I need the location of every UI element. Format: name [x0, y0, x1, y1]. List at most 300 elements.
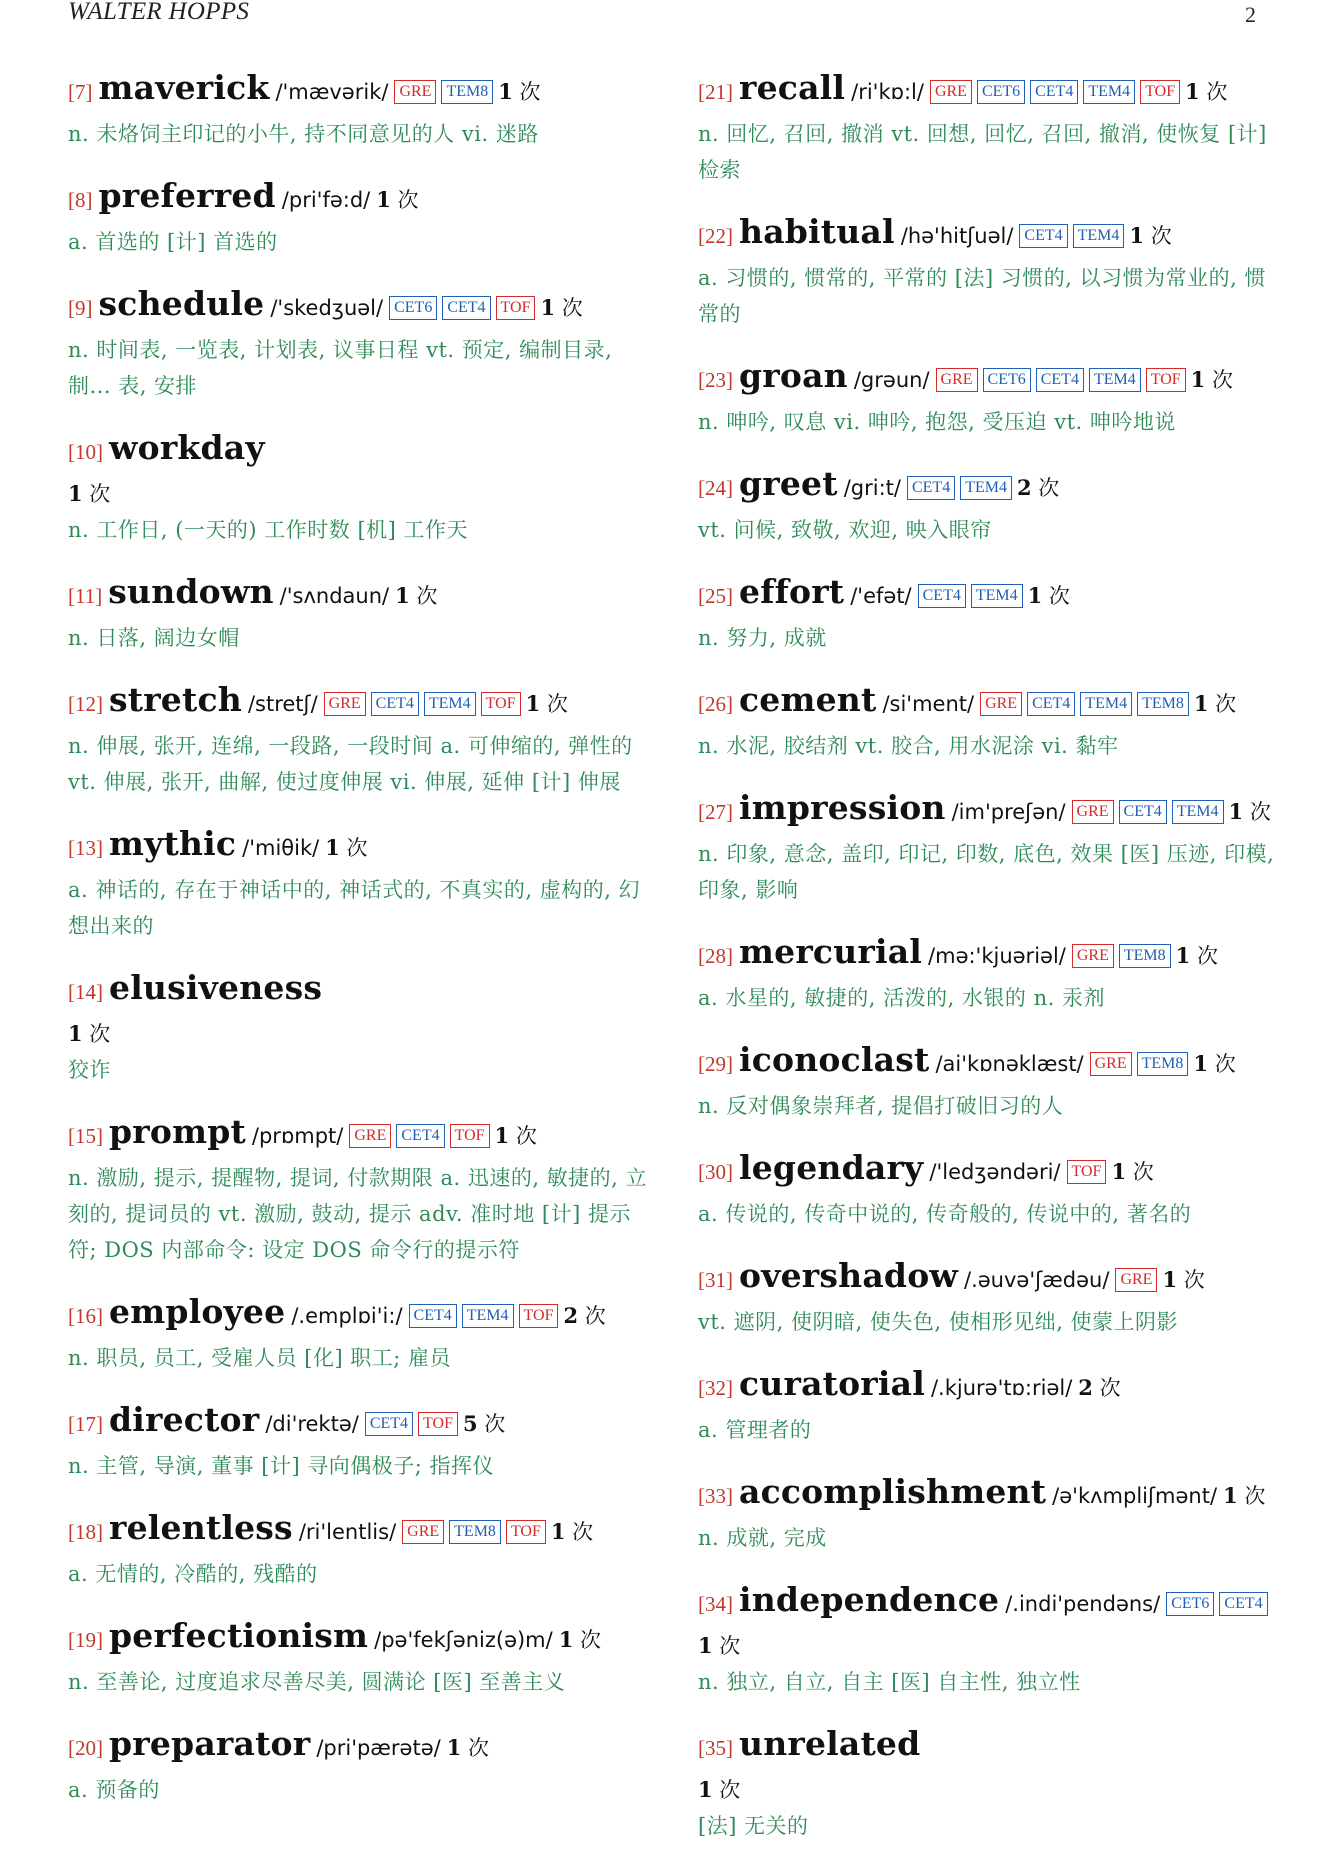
- count-number: 1: [325, 835, 340, 860]
- entry-word: accomplishment: [739, 1472, 1047, 1511]
- exam-tag: CET4: [907, 476, 955, 500]
- count-number: 1: [1175, 943, 1191, 968]
- occurrence-count: [68, 1016, 648, 1052]
- exam-tags: [394, 84, 498, 103]
- entry-phonetic: /.əuvə'ʃædəu/: [964, 1268, 1110, 1292]
- exam-tags: [409, 1308, 564, 1327]
- vocab-entry: [68, 1614, 648, 1700]
- vocab-entry: [68, 426, 648, 548]
- entry-headline: [68, 1290, 648, 1340]
- exam-tag: GRE: [1072, 944, 1114, 968]
- entry-definition: a. 传说的, 传奇中说的, 传奇般的, 传说中的, 著名的: [698, 1202, 1192, 1226]
- exam-tag: TOF: [1067, 1160, 1107, 1184]
- entry-word: curatorial: [739, 1364, 925, 1403]
- vocab-entry: [698, 678, 1280, 764]
- entry-index: [25]: [698, 584, 733, 608]
- entry-phonetic: /ri'kɒ:l/: [851, 80, 924, 104]
- count-number: 2: [563, 1303, 579, 1328]
- entry-headline: [698, 786, 1280, 836]
- occurrence-count: [1017, 476, 1059, 500]
- count-unit: 次: [509, 1124, 537, 1148]
- occurrence-count: [698, 1772, 1280, 1808]
- entry-definition: vt. 遮阴, 使阴暗, 使失色, 使相形见绌, 使蒙上阴影: [698, 1310, 1179, 1334]
- occurrence-count: [1129, 224, 1171, 248]
- exam-tag: TOF: [496, 296, 536, 320]
- count-number: 1: [376, 187, 391, 212]
- entry-index: [18]: [68, 1520, 103, 1544]
- occurrence-count: [559, 1628, 601, 1652]
- count-number: 1: [446, 1735, 462, 1760]
- entry-index: [15]: [68, 1124, 103, 1148]
- exam-tag: GRE: [1115, 1268, 1157, 1292]
- entry-headline: [68, 66, 648, 116]
- page-title: WALTER HOPPS: [68, 0, 250, 25]
- occurrence-count: [551, 1520, 593, 1544]
- entry-headline: [68, 1506, 648, 1556]
- entry-word: schedule: [98, 284, 265, 323]
- entry-definition: vt. 问候, 致敬, 欢迎, 映入眼帘: [698, 518, 992, 542]
- occurrence-count: [68, 476, 648, 512]
- vocab-entry: [68, 1290, 648, 1376]
- count-unit: 次: [1190, 944, 1218, 968]
- entry-headline: [68, 1398, 648, 1448]
- exam-tag: GRE: [936, 368, 978, 392]
- exam-tag: CET4: [1030, 80, 1078, 104]
- entry-definition: a. 水星的, 敏捷的, 活泼的, 水银的 n. 汞剂: [698, 986, 1105, 1010]
- entry-phonetic: /mə:'kjuəriəl/: [928, 944, 1066, 968]
- entry-index: [30]: [698, 1160, 733, 1184]
- count-unit: 次: [390, 188, 419, 212]
- entry-definition: a. 预备的: [68, 1778, 160, 1802]
- exam-tag: GRE: [1072, 800, 1114, 824]
- exam-tag: GRE: [349, 1124, 391, 1148]
- entry-word: recall: [739, 68, 846, 107]
- vocab-entry: [68, 282, 648, 404]
- entry-headline: [698, 930, 1280, 980]
- entry-headline: [698, 1362, 1280, 1412]
- count-number: 1: [1162, 1267, 1178, 1292]
- entry-phonetic: /im'preʃən/: [951, 800, 1066, 824]
- occurrence-count: [698, 1628, 1280, 1664]
- vocab-entry: [698, 1146, 1280, 1232]
- exam-tag: TEM4: [1073, 224, 1125, 248]
- exam-tags: [365, 1416, 463, 1435]
- entry-index: [27]: [698, 800, 733, 824]
- entry-phonetic: /pə'fekʃəniz(ə)m/: [374, 1628, 553, 1652]
- entry-index: [22]: [698, 224, 733, 248]
- entry-headline: [698, 66, 1280, 116]
- vocab-entry: [68, 1110, 648, 1268]
- count-number: 1: [540, 295, 556, 320]
- vocab-entry: [68, 1398, 648, 1484]
- count-number: 2: [1078, 1375, 1093, 1400]
- entry-definition: a. 无情的, 冷酷的, 残酷的: [68, 1562, 318, 1586]
- exam-tags: [324, 696, 526, 715]
- vocab-entry: [698, 1362, 1280, 1448]
- entry-headline: [698, 354, 1280, 404]
- occurrence-count: [1111, 1160, 1153, 1184]
- entry-index: [16]: [68, 1304, 103, 1328]
- entry-headline: [698, 1146, 1280, 1196]
- entry-headline: [68, 966, 648, 1016]
- count-number: 1: [498, 79, 513, 104]
- page-header: [68, 0, 1256, 30]
- entry-word: perfectionism: [109, 1616, 369, 1655]
- entry-word: maverick: [98, 68, 270, 107]
- exam-tag: CET4: [409, 1304, 457, 1328]
- entry-index: [10]: [68, 440, 103, 464]
- entry-phonetic: /pri'pærətə/: [316, 1736, 441, 1760]
- entry-definition: n. 主管, 导演, 董事 [计] 寻向偶极子; 指挥仪: [68, 1454, 495, 1478]
- count-unit: 次: [409, 584, 438, 608]
- entry-phonetic: /'sʌndaun/: [279, 584, 390, 608]
- exam-tag: TOF: [506, 1520, 546, 1544]
- exam-tag: TEM8: [1137, 1052, 1189, 1076]
- entry-phonetic: /si'ment/: [882, 692, 975, 716]
- exam-tags: [918, 588, 1028, 607]
- entry-definition: n. 呻吟, 叹息 vi. 呻吟, 抱怨, 受压迫 vt. 呻吟地说: [698, 410, 1176, 434]
- entry-word: elusiveness: [109, 968, 323, 1007]
- count-number: 1: [698, 1633, 713, 1658]
- exam-tag: TEM8: [449, 1520, 501, 1544]
- entry-headline: [698, 1578, 1280, 1628]
- entry-word: habitual: [739, 212, 895, 251]
- exam-tag: TEM4: [424, 692, 476, 716]
- entry-phonetic: /ai'kɒnəklæst/: [935, 1052, 1084, 1076]
- entry-definition: n. 努力, 成就: [698, 626, 827, 650]
- entry-word: sundown: [108, 572, 274, 611]
- exam-tag: TOF: [519, 1304, 559, 1328]
- entry-headline: [68, 282, 648, 332]
- entry-phonetic: /'miθik/: [242, 836, 320, 860]
- exam-tag: TEM8: [1119, 944, 1171, 968]
- exam-tags: [936, 372, 1191, 391]
- vocab-entry: [68, 678, 648, 800]
- entry-index: [8]: [68, 188, 93, 212]
- occurrence-count: [1193, 1052, 1235, 1076]
- exam-tag: GRE: [980, 692, 1022, 716]
- vocab-entry: [68, 174, 648, 260]
- exam-tag: CET4: [918, 584, 966, 608]
- entry-definition: 狡诈: [68, 1058, 111, 1082]
- count-unit: 次: [461, 1736, 490, 1760]
- entry-index: [20]: [68, 1736, 103, 1760]
- exam-tag: CET4: [1036, 368, 1084, 392]
- count-number: 1: [1193, 1051, 1209, 1076]
- exam-tag: TEM4: [1089, 368, 1141, 392]
- entry-index: [31]: [698, 1268, 733, 1292]
- exam-tag: CET4: [1019, 224, 1067, 248]
- entry-definition: a. 习惯的, 惯常的, 平常的 [法] 习惯的, 以习惯为常业的, 惯常的: [698, 266, 1267, 326]
- entry-index: [7]: [68, 80, 93, 104]
- entry-phonetic: /gri:t/: [843, 476, 901, 500]
- exam-tag: CET6: [1166, 1592, 1214, 1616]
- count-number: 1: [1193, 691, 1209, 716]
- count-unit: 次: [477, 1412, 506, 1436]
- exam-tag: TOF: [418, 1412, 458, 1436]
- entry-phonetic: /grəun/: [853, 368, 930, 392]
- vocab-entry: [698, 354, 1280, 440]
- entry-headline: [698, 570, 1280, 620]
- entry-definition: a. 首选的 [计] 首选的: [68, 230, 278, 254]
- entry-headline: [68, 1722, 648, 1772]
- count-number: 1: [1027, 583, 1043, 608]
- entry-definition: n. 至善论, 过度追求尽善尽美, 圆满论 [医] 至善主义: [68, 1670, 566, 1694]
- occurrence-count: [463, 1412, 505, 1436]
- exam-tag: CET4: [371, 692, 419, 716]
- count-unit: 次: [555, 296, 583, 320]
- count-unit: 次: [1199, 80, 1228, 104]
- entry-definition: n. 工作日, (一天的) 工作时数 [机] 工作天: [68, 518, 469, 542]
- vocab-entry: [68, 822, 648, 944]
- entry-phonetic: /'skedʒuəl/: [270, 296, 384, 320]
- occurrence-count: [1176, 944, 1218, 968]
- exam-tags: [980, 696, 1194, 715]
- entry-word: greet: [739, 464, 838, 503]
- exam-tags: [907, 480, 1017, 499]
- entry-index: [34]: [698, 1592, 733, 1616]
- count-number: 1: [1228, 799, 1244, 824]
- exam-tag: GRE: [1090, 1052, 1132, 1076]
- entry-word: legendary: [739, 1148, 924, 1187]
- entry-definition: n. 激励, 提示, 提醒物, 提词, 付款期限 a. 迅速的, 敏捷的, 立刻的, 提词员的 vt. 激励, 鼓动, 提示 adv. 准时地 [计] 提示符; DOS 内部命令: 设定 DOS 命令行的提示符: [68, 1166, 648, 1262]
- count-unit: 次: [82, 1022, 111, 1046]
- count-number: 2: [1016, 475, 1032, 500]
- entry-phonetic: /ri'lentlis/: [298, 1520, 397, 1544]
- occurrence-count: [526, 692, 568, 716]
- entry-definition: n. 反对偶象崇拜者, 提倡打破旧习的人: [698, 1094, 1064, 1118]
- count-unit: 次: [573, 1628, 602, 1652]
- count-number: 1: [494, 1123, 510, 1148]
- count-unit: 次: [712, 1634, 741, 1658]
- entry-word: impression: [739, 788, 946, 827]
- count-number: 1: [68, 481, 83, 506]
- entry-headline: [68, 570, 648, 620]
- count-unit: 次: [712, 1778, 741, 1802]
- count-unit: 次: [1237, 1484, 1266, 1508]
- entry-phonetic: /prɒmpt/: [251, 1124, 344, 1148]
- entry-index: [14]: [68, 980, 103, 1004]
- entry-word: employee: [109, 1292, 286, 1331]
- entry-index: [26]: [698, 692, 733, 716]
- vocab-entry: [68, 1506, 648, 1592]
- occurrence-count: [498, 80, 540, 104]
- vocab-entry: [698, 1722, 1280, 1844]
- vocab-entry: [698, 462, 1280, 548]
- entry-definition: n. 时间表, 一览表, 计划表, 议事日程 vt. 预定, 编制目录, 制... 表, 安排: [68, 338, 613, 398]
- entry-headline: [698, 1470, 1280, 1520]
- vocab-entry: [698, 1254, 1280, 1340]
- entry-word: overshadow: [739, 1256, 959, 1295]
- exam-tag: GRE: [394, 80, 436, 104]
- entry-headline: [68, 678, 648, 728]
- entry-definition: n. 印象, 意念, 盖印, 印记, 印数, 底色, 效果 [医] 压迹, 印模, 印象, 影响: [698, 842, 1275, 902]
- count-unit: 次: [339, 836, 368, 860]
- entry-word: preferred: [98, 176, 276, 215]
- entry-index: [23]: [698, 368, 733, 392]
- entry-headline: [68, 822, 648, 872]
- entry-word: director: [109, 1400, 260, 1439]
- entry-definition: n. 水泥, 胶结剂 vt. 胶合, 用水泥涂 vi. 黏牢: [698, 734, 1119, 758]
- exam-tag: TOF: [1140, 80, 1180, 104]
- vocab-entry: [68, 1722, 648, 1808]
- vocab-entry: [68, 66, 648, 152]
- count-unit: 次: [1031, 476, 1060, 500]
- entry-word: unrelated: [739, 1724, 921, 1763]
- count-number: 1: [1185, 79, 1200, 104]
- entry-word: independence: [739, 1580, 1000, 1619]
- exam-tags: [930, 84, 1185, 103]
- entry-definition: n. 伸展, 张开, 连绵, 一段路, 一段时间 a. 可伸缩的, 弹性的 vt. 伸展, 张开, 曲解, 使过度伸展 vi. 伸展, 延伸 [计] 伸展: [68, 734, 633, 794]
- occurrence-count: [1229, 800, 1271, 824]
- count-unit: 次: [1208, 1052, 1236, 1076]
- entry-definition: n. 日落, 阔边女帽: [68, 626, 240, 650]
- exam-tag: GRE: [402, 1520, 444, 1544]
- count-number: 1: [1190, 367, 1206, 392]
- entry-index: [9]: [68, 296, 93, 320]
- exam-tag: CET6: [983, 368, 1031, 392]
- entry-word: preparator: [109, 1724, 311, 1763]
- count-unit: 次: [1144, 224, 1172, 248]
- entry-index: [33]: [698, 1484, 733, 1508]
- entry-headline: [698, 1038, 1280, 1088]
- exam-tag: TOF: [450, 1124, 490, 1148]
- occurrence-count: [1162, 1268, 1204, 1292]
- count-number: 1: [558, 1627, 574, 1652]
- occurrence-count: [447, 1736, 489, 1760]
- occurrence-count: [1185, 80, 1227, 104]
- count-number: 1: [525, 691, 541, 716]
- occurrence-count: [1191, 368, 1233, 392]
- entry-headline: [68, 426, 648, 476]
- count-number: 1: [68, 1021, 83, 1046]
- entry-word: prompt: [109, 1112, 246, 1151]
- entry-index: [19]: [68, 1628, 103, 1652]
- entry-word: stretch: [109, 680, 242, 719]
- exam-tag: CET6: [977, 80, 1025, 104]
- entry-definition: a. 神话的, 存在于神话中的, 神话式的, 不真实的, 虚构的, 幻想出来的: [68, 878, 641, 938]
- entry-phonetic: /stretʃ/: [247, 692, 318, 716]
- count-unit: 次: [1243, 800, 1271, 824]
- entry-headline: [68, 174, 648, 224]
- exam-tag: CET4: [442, 296, 490, 320]
- vocab-entry: [698, 1038, 1280, 1124]
- entry-headline: [698, 1254, 1280, 1304]
- entry-headline: [68, 1110, 648, 1160]
- count-unit: 次: [1092, 1376, 1121, 1400]
- exam-tag: TEM4: [462, 1304, 514, 1328]
- count-unit: 次: [512, 80, 541, 104]
- count-number: 1: [1223, 1483, 1238, 1508]
- exam-tag: TOF: [481, 692, 521, 716]
- right-column: [698, 66, 1280, 1866]
- exam-tag: TOF: [1146, 368, 1186, 392]
- exam-tag: CET4: [1119, 800, 1167, 824]
- entry-index: [17]: [68, 1412, 103, 1436]
- occurrence-count: [325, 836, 367, 860]
- occurrence-count: [495, 1124, 537, 1148]
- exam-tags: [1072, 804, 1229, 823]
- exam-tag: TEM4: [1080, 692, 1132, 716]
- exam-tags: [1166, 1596, 1272, 1615]
- vocab-entry: [698, 930, 1280, 1016]
- exam-tag: CET4: [365, 1412, 413, 1436]
- exam-tag: TEM4: [960, 476, 1012, 500]
- entry-phonetic: /.kjurə'tɒ:riəl/: [930, 1376, 1073, 1400]
- entry-headline: [698, 462, 1280, 512]
- count-unit: 次: [565, 1520, 594, 1544]
- entry-word: mercurial: [739, 932, 923, 971]
- occurrence-count: [540, 296, 582, 320]
- entry-word: iconoclast: [739, 1040, 930, 1079]
- count-number: 5: [462, 1411, 478, 1436]
- count-unit: 次: [540, 692, 568, 716]
- entry-index: [24]: [698, 476, 733, 500]
- count-unit: 次: [578, 1304, 606, 1328]
- exam-tag: TEM8: [1137, 692, 1189, 716]
- entry-definition: n. 职员, 员工, 受雇人员 [化] 职工; 雇员: [68, 1346, 452, 1370]
- count-unit: 次: [1205, 368, 1233, 392]
- entry-word: workday: [109, 428, 265, 467]
- entry-phonetic: /.indi'pendəns/: [1005, 1592, 1161, 1616]
- count-number: 1: [1129, 223, 1145, 248]
- entry-headline: [698, 678, 1280, 728]
- occurrence-count: [376, 188, 418, 212]
- entry-phonetic: /pri'fə:d/: [281, 188, 371, 212]
- entry-index: [13]: [68, 836, 103, 860]
- entry-phonetic: /hə'hitʃuəl/: [900, 224, 1014, 248]
- left-column: [68, 66, 648, 1830]
- page-number: 2: [1245, 2, 1256, 27]
- vocab-entry: [698, 1578, 1280, 1700]
- entry-definition: a. 管理者的: [698, 1418, 812, 1442]
- entry-phonetic: /.emplɒi'i:/: [291, 1304, 403, 1328]
- entry-headline: [698, 1722, 1280, 1772]
- exam-tags: [1072, 948, 1176, 967]
- vocab-entry: [68, 966, 648, 1088]
- exam-tag: TEM4: [1083, 80, 1135, 104]
- entry-headline: [68, 1614, 648, 1664]
- exam-tags: [1019, 228, 1129, 247]
- entry-definition: n. 独立, 自立, 自主 [医] 自主性, 独立性: [698, 1670, 1081, 1694]
- entry-definition: n. 成就, 完成: [698, 1526, 827, 1550]
- entry-index: [12]: [68, 692, 103, 716]
- count-unit: 次: [1126, 1160, 1154, 1184]
- entry-word: cement: [739, 680, 877, 719]
- entry-definition: [法] 无关的: [698, 1814, 809, 1838]
- occurrence-count: [1223, 1484, 1265, 1508]
- entry-phonetic: /ə'kʌmpliʃmənt/: [1052, 1484, 1218, 1508]
- exam-tag: CET4: [1219, 1592, 1267, 1616]
- occurrence-count: [395, 584, 437, 608]
- exam-tag: TEM4: [1172, 800, 1224, 824]
- exam-tag: CET4: [1027, 692, 1075, 716]
- exam-tag: CET6: [389, 296, 437, 320]
- count-number: 1: [1111, 1159, 1127, 1184]
- entry-word: relentless: [109, 1508, 293, 1547]
- occurrence-count: [1194, 692, 1236, 716]
- count-unit: 次: [82, 482, 111, 506]
- entry-phonetic: /'ledʒəndəri/: [929, 1160, 1061, 1184]
- exam-tags: [389, 300, 540, 319]
- entry-index: [11]: [68, 584, 103, 608]
- entry-word: groan: [739, 356, 848, 395]
- vocab-entry: [68, 570, 648, 656]
- entry-index: [29]: [698, 1052, 733, 1076]
- entry-phonetic: /di'rektə/: [265, 1412, 359, 1436]
- entry-phonetic: /'efət/: [850, 584, 912, 608]
- count-unit: 次: [1208, 692, 1237, 716]
